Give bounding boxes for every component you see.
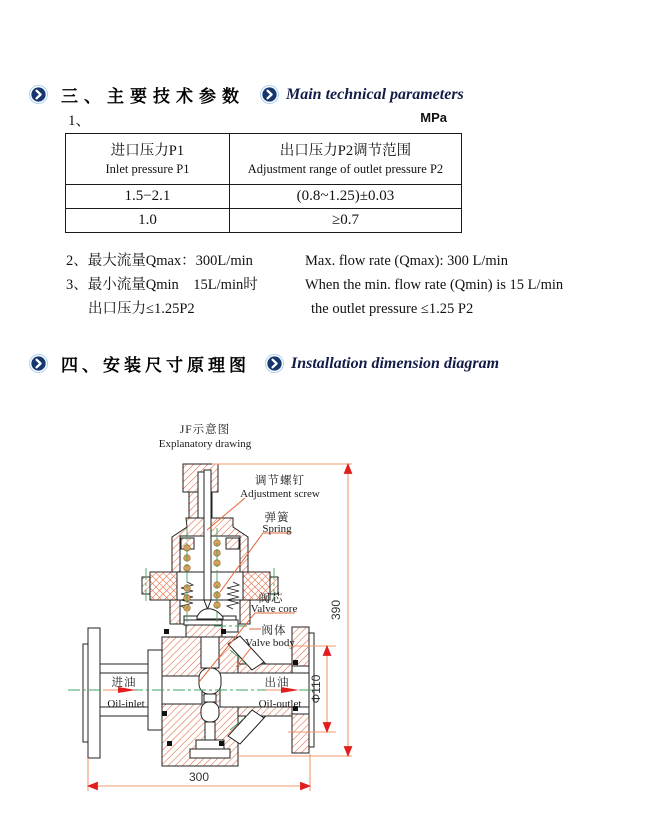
note-outlet-pressure-en: the outlet pressure ≤1.25 P2	[311, 301, 474, 317]
label-valve-body-zh: 阀体	[261, 625, 287, 637]
label-oil-outlet-zh: 出油	[264, 677, 290, 689]
label-oil-outlet-en: Oil-outlet	[258, 698, 302, 710]
header-inlet-zh: 进口压力P1	[110, 142, 185, 159]
note-min-flow	[66, 273, 641, 297]
diagram-title-zh: JF示意图	[179, 424, 231, 436]
section-installation-title-zh: 四、安装尺寸原理图	[61, 356, 250, 375]
arrow-bullet-icon	[264, 353, 285, 374]
label-valve-body-en: Valve body	[245, 637, 295, 649]
note-min-flow-en: When the min. flow rate (Qmin) is 15 L/min	[305, 277, 564, 293]
header-outlet-range	[229, 134, 461, 185]
section-installation-heading	[28, 351, 499, 376]
dimension-diameter-value: Φ110	[309, 674, 323, 704]
section-technical-title-zh: 三、主要技术参数	[61, 87, 245, 106]
header-inlet-en: Inlet pressure P1	[105, 162, 190, 177]
arrow-bullet-icon	[259, 84, 280, 105]
list-number: 1、	[68, 113, 91, 129]
valve-cross-section	[68, 464, 318, 766]
note-outlet-pressure	[66, 297, 641, 321]
note-outlet-pressure-zh: 出口压力≤1.25P2	[88, 301, 195, 317]
label-spring-zh: 弹簧	[264, 512, 290, 524]
flow-rate-notes	[66, 249, 641, 321]
label-valve-core-zh: 阀芯	[258, 593, 284, 605]
table-header-row	[66, 134, 462, 185]
pressure-table	[65, 133, 462, 233]
arrow-bullet-icon	[28, 353, 49, 374]
note-max-flow-zh: 2、最大流量Qmax：300L/min	[66, 253, 253, 269]
label-adjustment-screw-zh: 调节螺钉	[255, 475, 305, 487]
diagram-title-en: Explanatory drawing	[158, 438, 252, 450]
header-outlet-zh: 出口压力P2调节范围	[279, 142, 412, 159]
cell-p1-row1: 1.5−2.1	[66, 185, 230, 209]
header-outlet-en: Adjustment range of outlet pressure P2	[247, 162, 444, 177]
table-row	[66, 209, 462, 233]
note-max-flow-en: Max. flow rate (Qmax): 300 L/min	[305, 253, 508, 269]
label-valve-core-en: Valve core	[250, 603, 298, 615]
dimension-width-value: 300	[188, 770, 210, 784]
table-row	[66, 185, 462, 209]
cell-p2-row1: (0.8~1.25)±0.03	[229, 185, 461, 209]
note-min-flow-zh: 3、最小流量Qmin 15L/min时	[66, 277, 258, 293]
note-max-flow	[66, 249, 641, 273]
installation-diagram	[30, 406, 450, 806]
section-installation-title-en: Installation dimension diagram	[291, 354, 500, 372]
header-inlet-pressure	[66, 134, 230, 185]
valve-cap	[183, 464, 218, 518]
label-spring-en: Spring	[262, 523, 292, 535]
section-technical-heading	[28, 82, 464, 107]
unit-label: MPa	[420, 110, 447, 125]
arrow-bullet-icon	[28, 84, 49, 105]
cell-p2-row2: ≥0.7	[229, 209, 461, 233]
inlet-flange	[83, 628, 162, 758]
dimension-height-value: 390	[329, 599, 343, 621]
label-oil-inlet-zh: 进油	[111, 677, 137, 689]
cell-p1-row2: 1.0	[66, 209, 230, 233]
label-adjustment-screw-en: Adjustment screw	[240, 488, 320, 500]
section-technical-title-en: Main technical parameters	[286, 85, 464, 103]
label-oil-inlet-en: Oil-inlet	[107, 698, 145, 710]
